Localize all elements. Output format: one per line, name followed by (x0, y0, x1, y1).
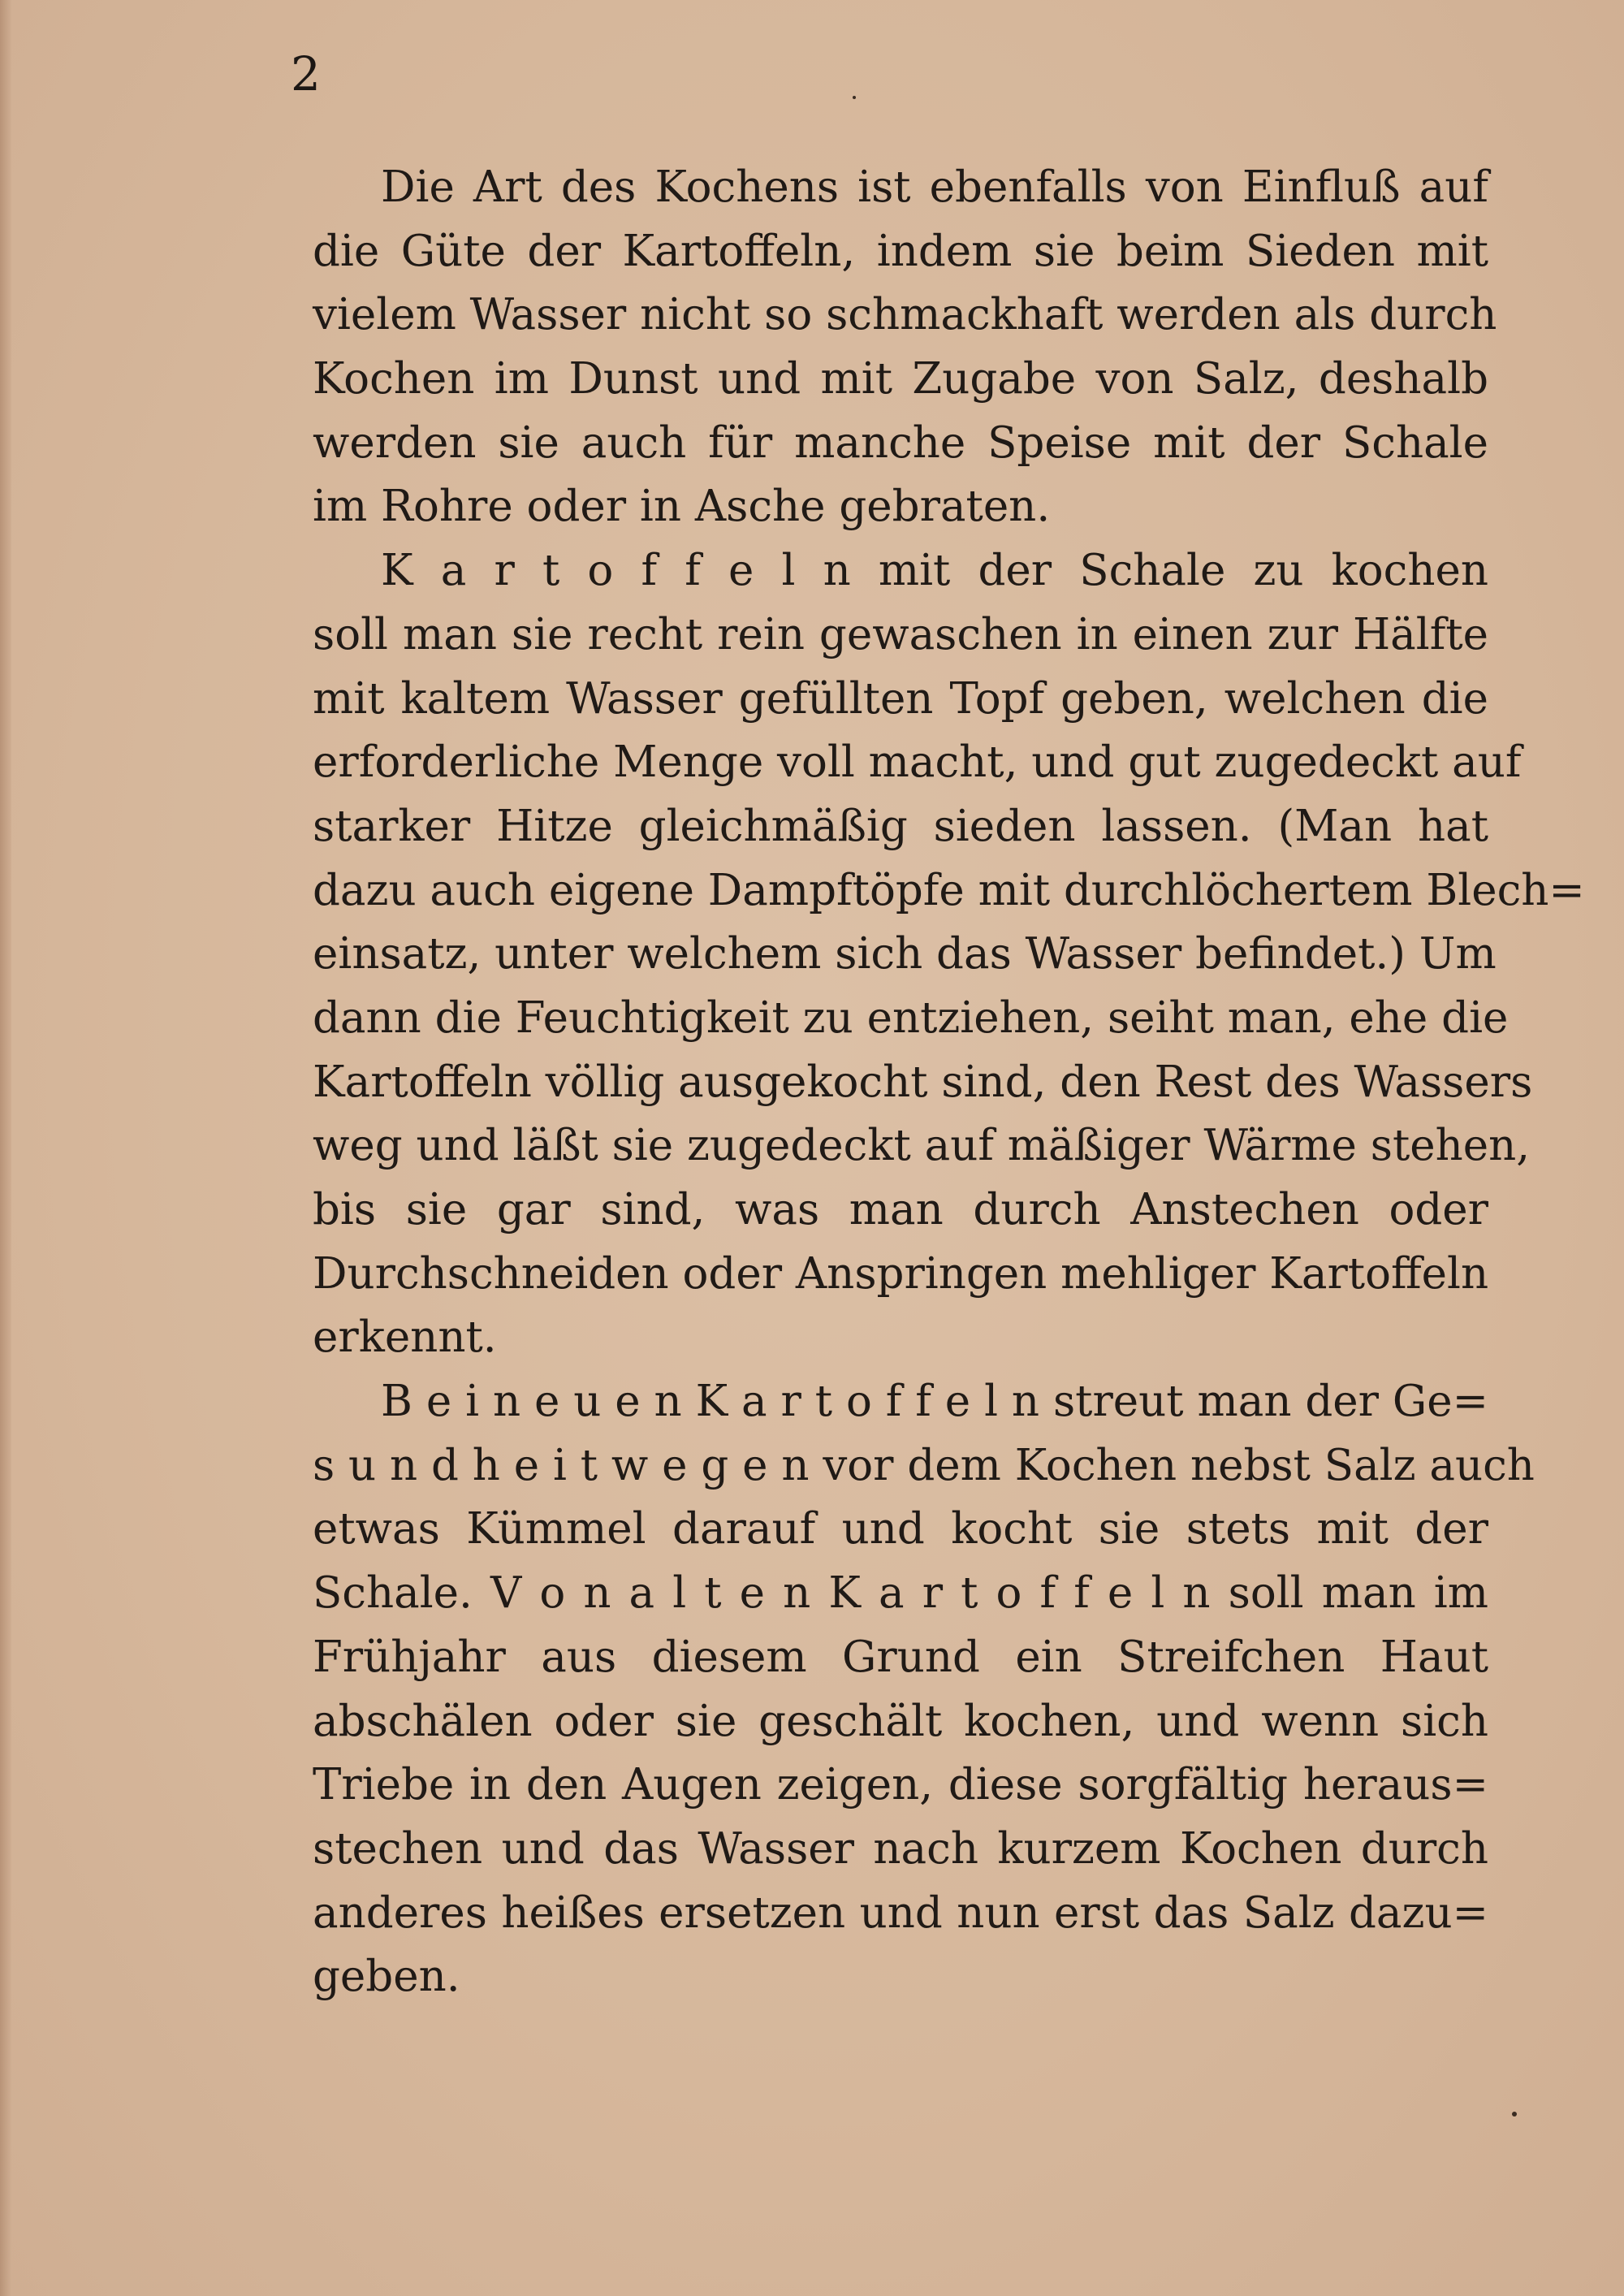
page-number: 2 (291, 46, 321, 102)
text-line: Die Art des Kochens ist ebenfalls von Einfluß auf (381, 162, 1488, 212)
text-line: K a r t o f f e l n mit der Schale zu kochen (381, 546, 1488, 596)
text-line: stechen und das Wasser nach kurzem Kochen durch (313, 1823, 1488, 1874)
text-line: B e i n e u e n K a r t o f f e l n streut man der Ge= (381, 1377, 1488, 1427)
page-left-edge (0, 0, 11, 2296)
text-line: starker Hitze gleichmäßig sieden lassen. (Man hat (313, 801, 1488, 851)
text-line: Kochen im Dunst und mit Zugabe von Salz, deshalb (313, 354, 1488, 404)
text-line: Schale. V o n a l t e n K a r t o f f e l n soll man im (313, 1568, 1488, 1619)
text-line: Kartoffeln völlig ausgekocht sind, den Rest des Wassers (313, 1057, 1533, 1107)
text-line: dazu auch eigene Dampftöpfe mit durchlöchertem Blech= (313, 865, 1585, 915)
text-line: weg und läßt sie zugedeckt auf mäßiger Wärme stehen, (313, 1121, 1531, 1171)
body-text (313, 156, 1585, 2009)
text-line: bis sie gar sind, was man durch Anstechen oder (313, 1185, 1488, 1234)
text-line: abschälen oder sie geschält kochen, und wenn sich (313, 1696, 1488, 1746)
text-line: einsatz, unter welchem sich das Wasser befindet.) Um (313, 929, 1497, 979)
text-line: dann die Feuchtigkeit zu entziehen, seiht man, ehe die (313, 992, 1509, 1043)
paper-speck (1512, 2112, 1517, 2117)
text-line: etwas Kümmel darauf und kocht sie stets mit der (313, 1504, 1488, 1554)
text-line: Frühjahr aus diesem Grund ein Streifchen Haut (313, 1632, 1488, 1682)
text-line: anderes heißes ersetzen und nun erst das Salz dazu= (313, 1887, 1488, 1938)
text-line: im Rohre oder in Asche gebraten. (313, 482, 1051, 532)
text-line: mit kaltem Wasser gefüllten Topf geben, welchen die (313, 673, 1488, 724)
text-line: erkennt. (313, 1312, 497, 1363)
text-line: Triebe in den Augen zeigen, diese sorgfältig heraus= (313, 1760, 1488, 1810)
text-line: vielem Wasser nicht so schmackhaft werden als durch (313, 290, 1497, 340)
text-line: Durchschneiden oder Anspringen mehliger Kartoffeln (313, 1248, 1489, 1299)
text-line: die Güte der Kartoffeln, indem sie beim Sieden mit (313, 226, 1488, 276)
text-line: erforderliche Menge voll macht, und gut zugedeckt auf (313, 737, 1522, 788)
paper-speck (853, 96, 856, 99)
text-line: soll man sie recht rein gewaschen in einen zur Hälfte (313, 609, 1488, 659)
text-line: s u n d h e i t w e g e n vor dem Kochen nebst Salz auch (313, 1440, 1535, 1490)
text-line: werden sie auch für manche Speise mit der Schale (313, 417, 1488, 468)
text-line: geben. (313, 1952, 460, 2002)
